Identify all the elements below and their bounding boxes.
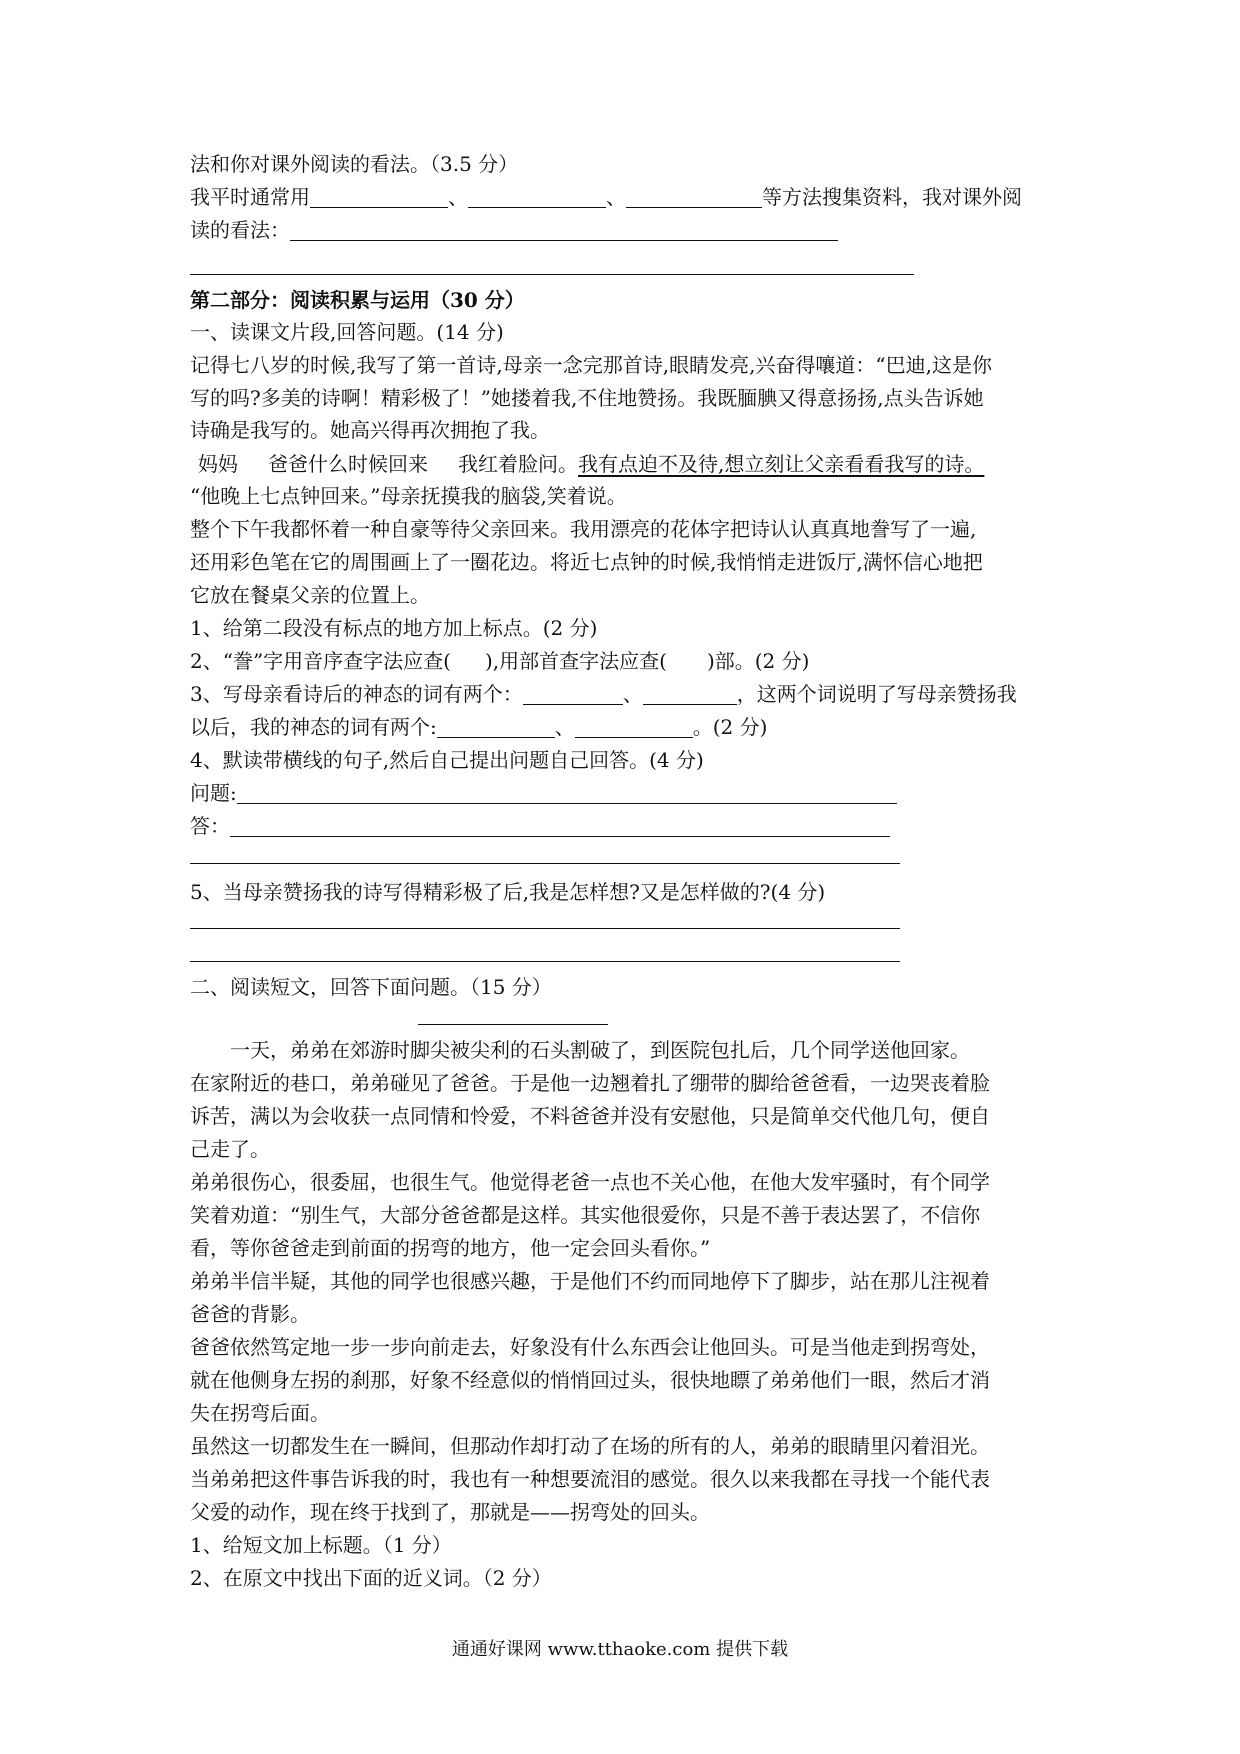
top-question-line2: 我平时通常用 、 、 等方法搜集资料，我对课外阅 [190,185,1022,209]
story-line: 笑着劝道：“别生气，大部分爸爸都是这样。其实他很爱你，只是不善于表达罢了，不信你 [190,1203,981,1227]
passage4-line: 还用彩色笔在它的周围画上了一圈花边。将近七点钟的时候,我悄悄走进饭厅,满怀信心地把 [190,550,983,574]
question-1: 1、给第二段没有标点的地方加上标点。(2 分) [190,616,598,640]
story-line: 己走了。 [190,1137,270,1161]
story-line: 在家附近的巷口，弟弟碰见了爸爸。于是他一边翘着扎了绷带的脚给爸爸看，一边哭丧着脸 [190,1071,990,1095]
story-line: 父爱的动作，现在终于找到了，那就是——拐弯处的回头。 [190,1500,710,1524]
question-2: 2、“誊”字用音序查字法应查( ),用部首查字法应查( )部。(2 分) [190,649,810,673]
answer-blank[interactable] [523,682,623,705]
story-line: 弟弟半信半疑，其他的同学也很感兴趣，于是他们不约而同地停下了脚步，站在那儿注视着 [190,1269,990,1293]
story-line: 虽然这一切都发生在一瞬间，但那动作却打动了在场的所有的人，弟弟的眼睛里闪着泪光。 [190,1434,990,1458]
title-blank[interactable] [418,1024,608,1025]
story-line: 就在他侧身左拐的刹那，好象不经意似的悄悄回过头，很快地瞟了弟弟他们一眼，然后才消 [190,1368,990,1392]
question-3-line2: 以后，我的神态的词有两个: 、 。(2 分) [190,715,768,739]
answer-blank[interactable] [437,715,555,738]
answer-line[interactable] [190,928,900,929]
question-3-line1: 3、写母亲看诗后的神态的词有两个： 、 ，这两个词说明了写母亲赞扬我 [190,682,1017,706]
story-line: 诉苦，满以为会收获一点同情和怜爱，不料爸爸并没有安慰他，只是简单交代他几句，便自 [190,1104,990,1128]
section1-title: 一、读课文片段,回答问题。(14 分) [190,320,504,344]
story-question-1: 1、给短文加上标题。（1 分） [190,1533,452,1557]
part2-heading: 第二部分：阅读积累与运用（30 分） [190,288,525,312]
answer-blank[interactable] [290,218,838,241]
section2-title: 二、阅读短文，回答下面问题。（15 分） [190,975,552,999]
passage1-line: 诗确是我写的。她高兴得再次拥抱了我。 [190,418,550,442]
page-footer: 通通好课网 www.tthaoke.com 提供下载 [451,1639,789,1660]
answer-blank[interactable] [626,185,762,208]
passage1-line: 写的吗?多美的诗啊！精彩极了！”她搂着我,不住地赞扬。我既腼腆又得意扬扬,点头告诉她 [190,386,984,410]
top-question-line3: 读的看法： [190,214,838,246]
answer-blank[interactable] [468,185,606,208]
question-4-answer: 答： [190,810,890,842]
question-5: 5、当母亲赞扬我的诗写得精彩极了后,我是怎样想?又是怎样做的?(4 分) [190,880,826,904]
story-line: 当弟弟把这件事告诉我的时，我也有一种想要流泪的感觉。很久以来我都在寻找一个能代表 [190,1467,990,1491]
story-line: 爸爸的背影。 [190,1302,310,1326]
story-line: 弟弟很伤心，很委屈，也很生气。他觉得老爸一点也不关心他，在他大发牢骚时，有个同学 [190,1170,990,1194]
top-question-line1: 法和你对课外阅读的看法。（3.5 分） [190,152,519,176]
passage3-line: “他晚上七点钟回来。”母亲抚摸我的脑袋,笑着说。 [190,484,627,508]
answer-blank[interactable] [230,814,890,837]
passage4-line: 它放在餐桌父亲的位置上。 [190,583,430,607]
question-4: 4、默读带横线的句子,然后自己提出问题自己回答。(4 分) [190,748,704,772]
story-line: 一天，弟弟在郊游时脚尖被尖利的石头割破了，到医院包扎后，几个同学送他回家。 [230,1038,970,1062]
underlined-sentence: 我有点迫不及待,想立刻让父亲看看我写的诗。 [578,452,985,476]
question-4-question: 问题: [190,777,897,809]
answer-blank[interactable] [310,185,448,208]
story-line: 失在拐弯后面。 [190,1401,330,1425]
story-line: 爸爸依然笃定地一步一步向前走去，好象没有什么东西会让他回头。可是当他走到拐弯处， [190,1335,990,1359]
answer-blank[interactable] [575,715,693,738]
passage1-line: 记得七八岁的时候,我写了第一首诗,母亲一念完那首诗,眼睛发亮,兴奋得嚷道：“巴迪,这是你 [190,353,993,377]
story-line: 看，等你爸爸走到前面的拐弯的地方，他一定会回头看你。” [190,1236,711,1260]
answer-line[interactable] [190,961,900,962]
answer-blank[interactable] [237,781,897,804]
answer-line[interactable] [190,863,900,864]
story-question-2: 2、在原文中找出下面的近义词。（2 分） [190,1566,552,1590]
answer-blank[interactable] [643,682,737,705]
answer-line[interactable] [190,274,914,275]
passage2-line: 妈妈 爸爸什么时候回来 我红着脸问。我有点迫不及待,想立刻让父亲看看我写的诗。 [198,452,985,476]
passage4-line: 整个下午我都怀着一种自豪等待父亲回来。我用漂亮的花体字把诗认认真真地誊写了一遍, [190,517,977,541]
